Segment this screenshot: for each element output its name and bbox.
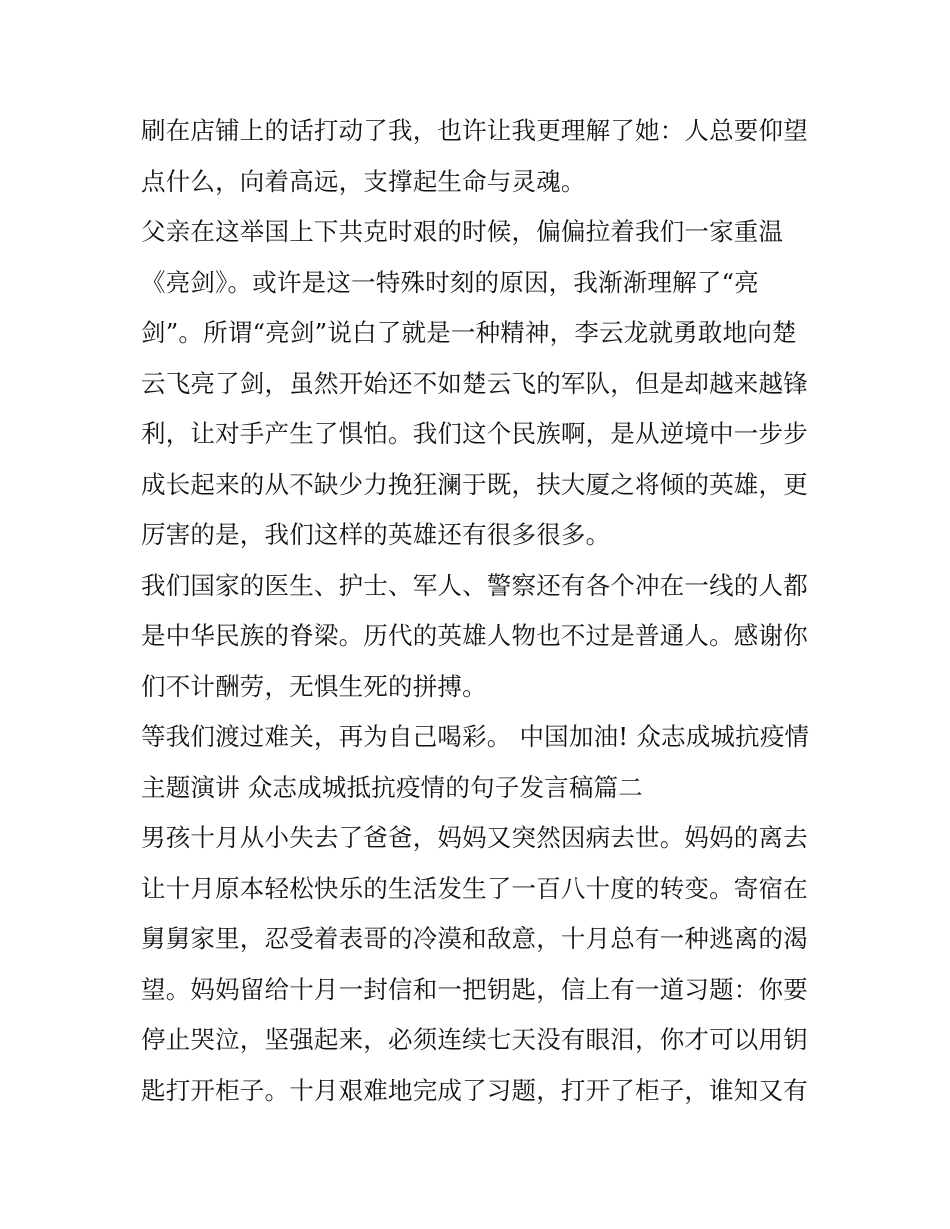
text-line: 是中华民族的脊梁。历代的英雄人物也不过是普通人。感谢你 bbox=[141, 621, 808, 650]
text-line: 主题演讲 众志成城抵抗疫情的句子发言稿篇二 bbox=[141, 772, 643, 802]
text-line: 停止哭泣，坚强起来，必须连续七天没有眼泪，你才可以用钥 bbox=[141, 1025, 808, 1054]
text-line: 点什么，向着高远，支撑起生命与灵魂。 bbox=[141, 166, 586, 196]
text-line: 刷在店铺上的话打动了我，也许让我更理解了她：人总要仰望 bbox=[141, 116, 808, 145]
text-line: 匙打开柜子。十月艰难地完成了习题，打开了柜子，谁知又有 bbox=[141, 1075, 808, 1105]
text-line: 利，让对手产生了惧怕。我们这个民族啊，是从逆境中一步步 bbox=[141, 419, 808, 448]
text-line: 男孩十月从小失去了爸爸，妈妈又突然因病去世。妈妈的离去 bbox=[141, 823, 808, 852]
text-line: 云飞亮了剑，虽然开始还不如楚云飞的军队，但是却越来越锋 bbox=[141, 368, 808, 398]
document-body bbox=[141, 106, 821, 1116]
text-line: 厉害的是，我们这样的英雄还有很多很多。 bbox=[141, 520, 611, 549]
text-line: 父亲在这举国上下共克时艰的时候，偏偏拉着我们一家重温 bbox=[141, 217, 784, 246]
text-line: 等我们渡过难关，再为自己喝彩。 中国加油! 众志成城抗疫情 bbox=[141, 722, 810, 751]
text-line: 成长起来的从不缺少力挽狂澜于既，扶大厦之将倾的英雄，更 bbox=[141, 469, 808, 499]
text-line: 《亮剑》。或许是这一特殊时刻的原因，我渐渐理解了“亮 bbox=[141, 267, 759, 297]
text-line: 舅舅家里，忍受着表哥的冷漠和敌意，十月总有一种逃离的渴 bbox=[141, 924, 808, 953]
text-line: 我们国家的医生、护士、军人、警察还有各个冲在一线的人都 bbox=[141, 570, 808, 600]
text-line: 让十月原本轻松快乐的生活发生了一百八十度的转变。寄宿在 bbox=[141, 873, 808, 903]
text-line: 望。妈妈留给十月一封信和一把钥匙，信上有一道习题：你要 bbox=[141, 974, 808, 1004]
text-line: 们不计酬劳，无惧生死的拼搏。 bbox=[141, 671, 487, 701]
text-line: 剑”。所谓“亮剑”说白了就是一种精神，李云龙就勇敢地向楚 bbox=[141, 318, 797, 347]
